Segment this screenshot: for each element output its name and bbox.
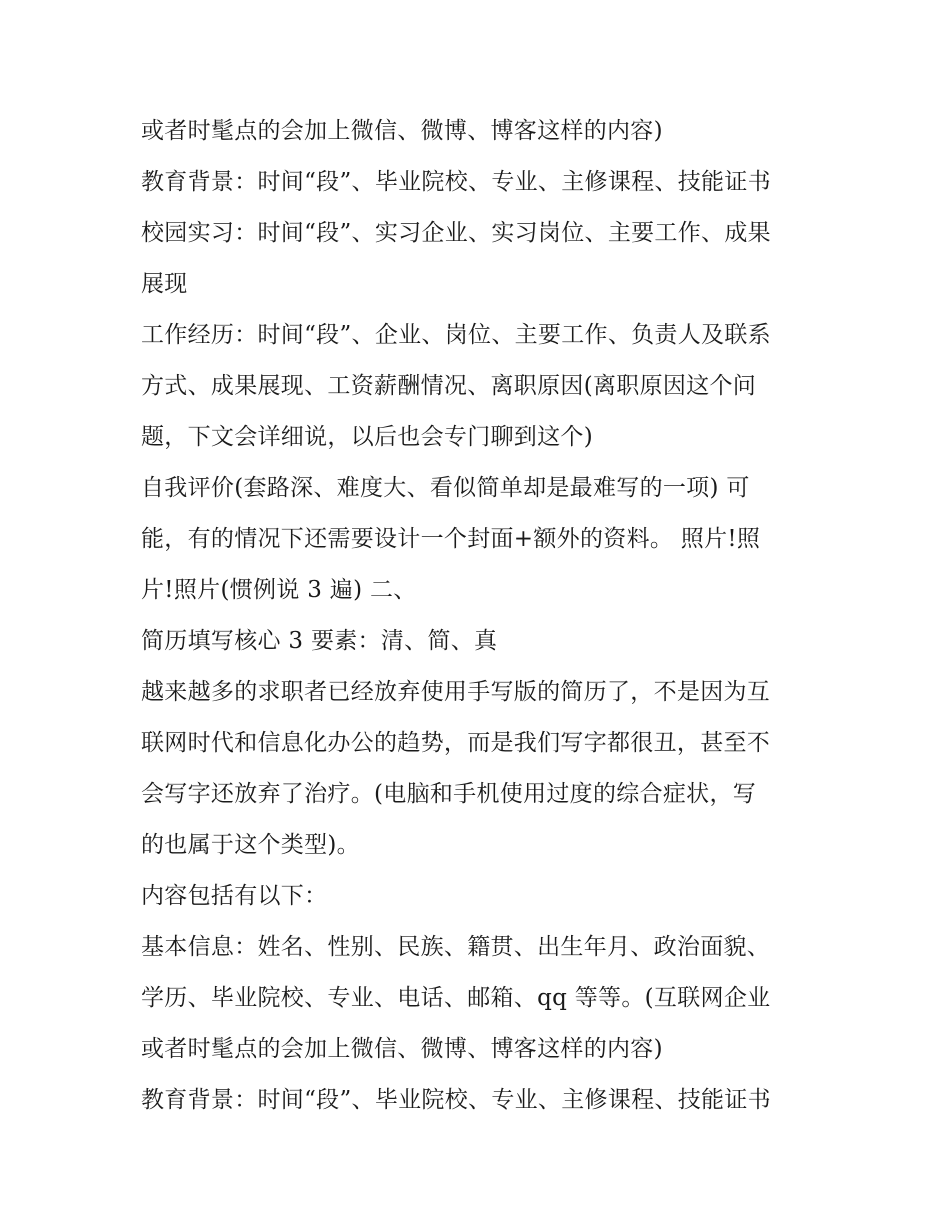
text-line: 题，下文会详细说，以后也会专门聊到这个) <box>141 424 593 450</box>
text-line: 工作经历：时间“段”、企业、岗位、主要工作、负责人及联系 <box>141 322 771 348</box>
text-line: 或者时髦点的会加上微信、微博、博客这样的内容) <box>141 1036 663 1062</box>
text-line: 越来越多的求职者已经放弃使用手写版的简历了，不是因为互 <box>141 679 771 705</box>
text-line: 教育背景：时间“段”、毕业院校、专业、主修课程、技能证书 <box>141 1087 771 1113</box>
text-line: 联网时代和信息化办公的趋势，而是我们写字都很丑，甚至不 <box>141 730 771 756</box>
text-line: 或者时髦点的会加上微信、微博、博客这样的内容) <box>141 118 663 144</box>
text-line: 自我评价(套路深、难度大、看似简单却是最难写的一项) 可 <box>141 475 750 501</box>
text-line: 会写字还放弃了治疗。(电脑和手机使用过度的综合症状，写 <box>141 781 757 807</box>
text-line: 学历、毕业院校、专业、电话、邮箱、qq 等等。(互联网企业 <box>141 985 771 1011</box>
section-heading: 简历填写核心 3 要素：清、简、真 <box>141 628 498 654</box>
text-line: 教育背景：时间“段”、毕业院校、专业、主修课程、技能证书 <box>141 169 771 195</box>
text-line: 方式、成果展现、工资薪酬情况、离职原因(离职原因这个问 <box>141 373 757 399</box>
text-line: 内容包括有以下： <box>141 883 328 909</box>
document-body <box>141 106 821 1126</box>
text-line: 的也属于这个类型)。 <box>141 832 360 858</box>
text-line: 片!照片(惯例说 3 遍) 二、 <box>141 577 417 603</box>
text-line: 能，有的情况下还需要设计一个封面+额外的资料。 照片!照 <box>141 526 761 552</box>
text-line: 校园实习：时间“段”、实习企业、实习岗位、主要工作、成果 <box>141 220 771 246</box>
text-line: 基本信息：姓名、性别、民族、籍贯、出生年月、政治面貌、 <box>141 934 771 960</box>
text-line: 展现 <box>141 271 188 297</box>
